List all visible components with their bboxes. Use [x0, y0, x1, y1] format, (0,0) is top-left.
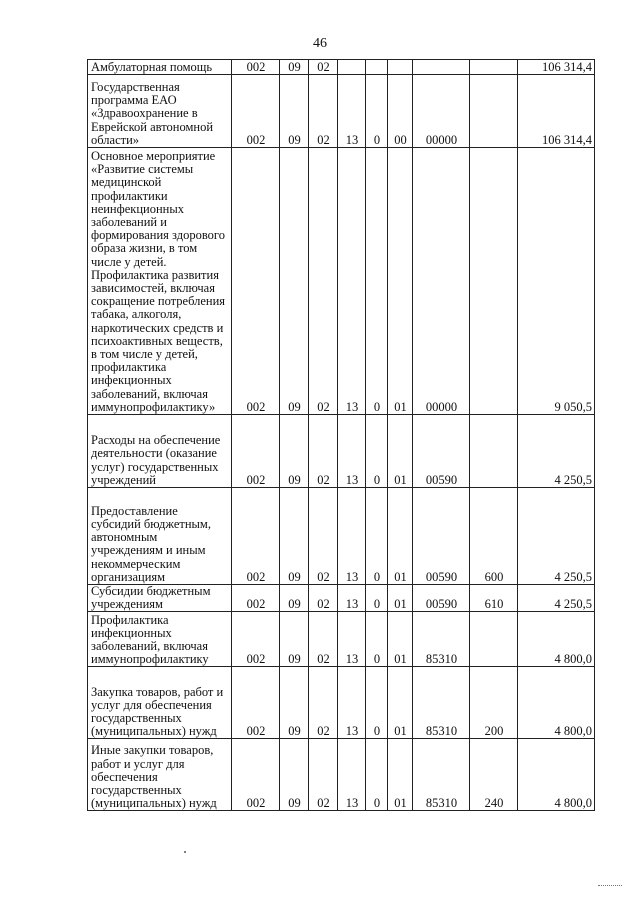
row-name-cell: Государственная программа ЕАО «Здравоохранение в Еврейской автономной области»: [88, 75, 232, 148]
amount-cell: 9 050,5: [518, 148, 595, 415]
expense-type-cell: [470, 148, 518, 415]
activity-code-cell: 01: [388, 667, 413, 739]
program-code-cell: 13: [338, 585, 366, 612]
table-row: [88, 148, 595, 415]
direction-code-cell: [413, 60, 470, 75]
footer-scan-mark: [598, 885, 622, 887]
ministry-code-cell: 002: [232, 75, 280, 148]
table-row: [88, 612, 595, 667]
amount-cell: 106 314,4: [518, 75, 595, 148]
ministry-code-cell: 002: [232, 148, 280, 415]
subprogram-code-cell: 0: [366, 148, 388, 415]
direction-code-cell: 00000: [413, 148, 470, 415]
program-code-cell: [338, 60, 366, 75]
row-name-cell: Профилактика инфекционных заболеваний, включая иммунопрофилактику: [88, 612, 232, 667]
activity-code-cell: 01: [388, 148, 413, 415]
section-code-cell: 09: [280, 415, 309, 488]
direction-code-cell: 00590: [413, 585, 470, 612]
ministry-code-cell: 002: [232, 488, 280, 585]
amount-cell: 4 250,5: [518, 585, 595, 612]
subsection-code-cell: 02: [309, 415, 338, 488]
program-code-cell: 13: [338, 148, 366, 415]
expense-type-cell: [470, 415, 518, 488]
section-code-cell: 09: [280, 739, 309, 811]
section-code-cell: 09: [280, 75, 309, 148]
amount-cell: 4 250,5: [518, 415, 595, 488]
ministry-code-cell: 002: [232, 60, 280, 75]
subsection-code-cell: 02: [309, 667, 338, 739]
section-code-cell: 09: [280, 585, 309, 612]
activity-code-cell: 01: [388, 739, 413, 811]
expense-type-cell: [470, 612, 518, 667]
subprogram-code-cell: [366, 60, 388, 75]
expense-type-cell: 240: [470, 739, 518, 811]
program-code-cell: 13: [338, 75, 366, 148]
table-row: [88, 585, 595, 612]
table-row: [88, 488, 595, 585]
subsection-code-cell: 02: [309, 612, 338, 667]
subsection-code-cell: 02: [309, 488, 338, 585]
subprogram-code-cell: 0: [366, 488, 388, 585]
row-name-cell: Амбулаторная помощь: [88, 60, 232, 75]
subprogram-code-cell: 0: [366, 415, 388, 488]
section-code-cell: 09: [280, 488, 309, 585]
table-row: [88, 739, 595, 811]
activity-code-cell: 00: [388, 75, 413, 148]
row-name-cell: Субсидии бюджетным учреждениям: [88, 585, 232, 612]
table-row: [88, 75, 595, 148]
table-body: [88, 60, 595, 811]
expense-type-cell: 200: [470, 667, 518, 739]
program-code-cell: 13: [338, 739, 366, 811]
activity-code-cell: 01: [388, 488, 413, 585]
direction-code-cell: 00590: [413, 488, 470, 585]
expense-type-cell: [470, 75, 518, 148]
section-code-cell: 09: [280, 667, 309, 739]
amount-cell: 4 800,0: [518, 739, 595, 811]
scan-dot-mark: [184, 851, 186, 853]
direction-code-cell: 00000: [413, 75, 470, 148]
row-name-cell: Закупка товаров, работ и услуг для обеспечения государственных (муниципальных) нужд: [88, 667, 232, 739]
subsection-code-cell: 02: [309, 60, 338, 75]
amount-cell: 106 314,4: [518, 60, 595, 75]
row-name-cell: Расходы на обеспечение деятельности (оказание услуг) государственных учреждений: [88, 415, 232, 488]
subprogram-code-cell: 0: [366, 667, 388, 739]
expense-type-cell: [470, 60, 518, 75]
row-name-cell: Основное мероприятие «Развитие системы медицинской профилактики неинфекционных заболеваний и формирования здорового образа жизни, в том числе у детей. Профилактика развития зависимостей, включая сокращение потребления табака, алкоголя, наркотических средств и психоактивных веществ, в том числе у детей, профилактика инфекционных заболеваний, включая иммунопрофилактику»: [88, 148, 232, 415]
subprogram-code-cell: 0: [366, 75, 388, 148]
amount-cell: 4 800,0: [518, 612, 595, 667]
amount-cell: 4 250,5: [518, 488, 595, 585]
ministry-code-cell: 002: [232, 612, 280, 667]
direction-code-cell: 00590: [413, 415, 470, 488]
program-code-cell: 13: [338, 667, 366, 739]
activity-code-cell: 01: [388, 415, 413, 488]
direction-code-cell: 85310: [413, 612, 470, 667]
subsection-code-cell: 02: [309, 75, 338, 148]
table-row: [88, 415, 595, 488]
page-number: 46: [313, 36, 327, 51]
budget-table: [87, 59, 595, 811]
subprogram-code-cell: 0: [366, 585, 388, 612]
subsection-code-cell: 02: [309, 585, 338, 612]
row-name-cell: Иные закупки товаров, работ и услуг для обеспечения государственных (муниципальных) нужд: [88, 739, 232, 811]
table-row: [88, 667, 595, 739]
ministry-code-cell: 002: [232, 667, 280, 739]
ministry-code-cell: 002: [232, 415, 280, 488]
amount-cell: 4 800,0: [518, 667, 595, 739]
expense-type-cell: 610: [470, 585, 518, 612]
subsection-code-cell: 02: [309, 148, 338, 415]
expense-type-cell: 600: [470, 488, 518, 585]
activity-code-cell: 01: [388, 585, 413, 612]
subprogram-code-cell: 0: [366, 612, 388, 667]
row-name-cell: Предоставление субсидий бюджетным, автономным учреждениям и иным некоммерческим организациям: [88, 488, 232, 585]
section-code-cell: 09: [280, 612, 309, 667]
activity-code-cell: [388, 60, 413, 75]
program-code-cell: 13: [338, 612, 366, 667]
program-code-cell: 13: [338, 415, 366, 488]
direction-code-cell: 85310: [413, 667, 470, 739]
ministry-code-cell: 002: [232, 585, 280, 612]
section-code-cell: 09: [280, 60, 309, 75]
table-row: [88, 60, 595, 75]
section-code-cell: 09: [280, 148, 309, 415]
subprogram-code-cell: 0: [366, 739, 388, 811]
activity-code-cell: 01: [388, 612, 413, 667]
program-code-cell: 13: [338, 488, 366, 585]
direction-code-cell: 85310: [413, 739, 470, 811]
subsection-code-cell: 02: [309, 739, 338, 811]
ministry-code-cell: 002: [232, 739, 280, 811]
